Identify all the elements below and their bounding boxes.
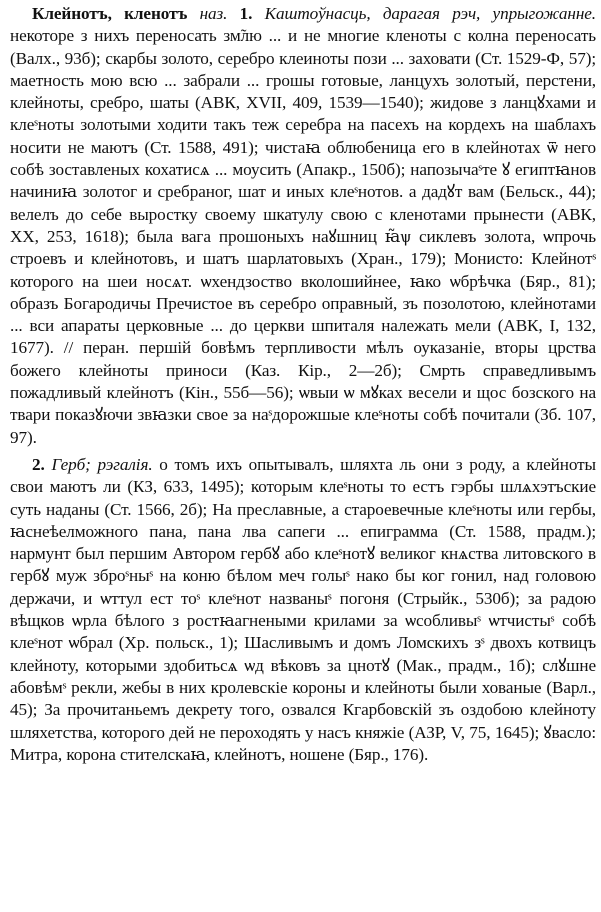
sense-2-citations: о томъ ихъ опытывалъ, шляхта ль они з роду, а клейноты свои маютъ ли (КЗ, 633, 1495); которым клеˢноты то естъ гэрбы шлѧхэтъские суть наданы (Ст. 1566, 2б); На преславные, а староевечные клеˢноты или гербы, ꙗснеѣелможного пана, пана лва сапеги ... епиграмма (Ст. 1588, прадм.); нармунт был першим Автором гербꙋ або клеˢнотꙋ великог кнѧства литовского в гербꙋ муж зброˢныˢ на коню бѣлом меч голыˢ нако бы ког гонил, над головою держачи, и ѡттул ест тоˢ клеˢнот названыˢ погоня (Стрыйк., 530б); за радою вѣщков ѡрла бѣлого з ростꙗагнеными крилами за ѡсобливыˢ ѡтчистыˢ собѣ клеˢнот ѡбрал (Хр. польск., 1); Шасливымъ и домъ Ломскихъ зˢ двохъ котвицъ клейноту, которыми здобитьсѧ ѡд вѣковъ за цнотꙋ (Мак., прадм., 1б); слꙋшне абовѣмˢ рекли, жебы в них кролевскіе короны и клейноты были хованые (Варл., 45); За прочитаньемъ декрету того, озвался Кгарбовскій зъ оздобою клейноту шляхетства, которого дей не пероходять у насъ княжіе (АЗР, V, 75, 1645); ꙋвасло: Митра, корона стителскаꙗ, клейнотъ, ношене (Бяр., 176).: [10, 454, 596, 764]
sense-2-gloss: Герб; рэгалія.: [51, 454, 153, 474]
sense-2-number: 2.: [32, 454, 45, 474]
entry-sense-2: [10, 454, 596, 766]
entry-sense-1: [10, 3, 596, 449]
dictionary-page: [10, 3, 596, 766]
headword: Клейнотъ, кленотъ: [32, 4, 188, 23]
sense-1-gloss: Каштоўнасць, дарагая рэч, упрыгожанне.: [264, 4, 597, 23]
grammar-mark: наз.: [199, 4, 228, 23]
sense-1-citations: некоторе з нихъ переносать зм̃лю ... и не многие кленоты с колна переносать (Валх., 93б); скарбы золото, серебро клеиноты пози ... заховати (Ст. 1529-Ф, 57); маетность мою всю ... забрали ... грошы готовые, ланцухъ золотый, перстени, клейноты, сребро, шаты (АВК, XVII, 409, 1539—1540); жидове з ланцꙋхами и клеˢноты золотыми ходити такъ теж серебра на пасехъ на кордехъ на шаблахъ носити не маютъ (Ст. 1588, 491); чистаꙗ облюбеница его в клейнотах ѿ него собѣ зоставленых кохатисѧ ... моусить (Апакр., 150б); напозычаˢте ꙋ египтꙗнов начиниꙗ золотог и сребраног, шат и иных клеˢнотов. а дадꙋт вам (Бельск., 44); велелъ до себе выростку своему шкатулу свою с кленотами прынести (АВК, XX, 253, 1618); была вага прошоныхъ наꙋшниц ꙗ̃ѱ сиклевъ золота, ѡпрочь строевъ и клейнотовъ, и шатъ шарлатовыхъ (Хран., 179); Монисто: Клейнотˢ которого на шеи носѧт. ѡхендзоство вколошийнее, ꙗко ѡбрѣчка (Бяр., 81); образъ Богародичы Пречистое въ серебро оправный, зъ позолотою, клейнотами ... вси апараты церковные ... до церкви шпиталя належать мели (АВК, I, 132, 1677). // перан. першій бовѣмъ терпливости мѣлъ оуказаніе, вторы црства божего клейноты приноси (Каз. Кір., 2—2б); Смрть справедливымъ пожадливый клейнотъ (Кін., 55б—56); ѡвыи ѡ мꙋках весели и щос бозского на твари показꙋючи звꙗзки свое за наˢдорожшые клеˢноты собѣ почитали (Зб. 107, 97).: [10, 26, 596, 447]
sense-1-number: 1.: [239, 4, 253, 23]
